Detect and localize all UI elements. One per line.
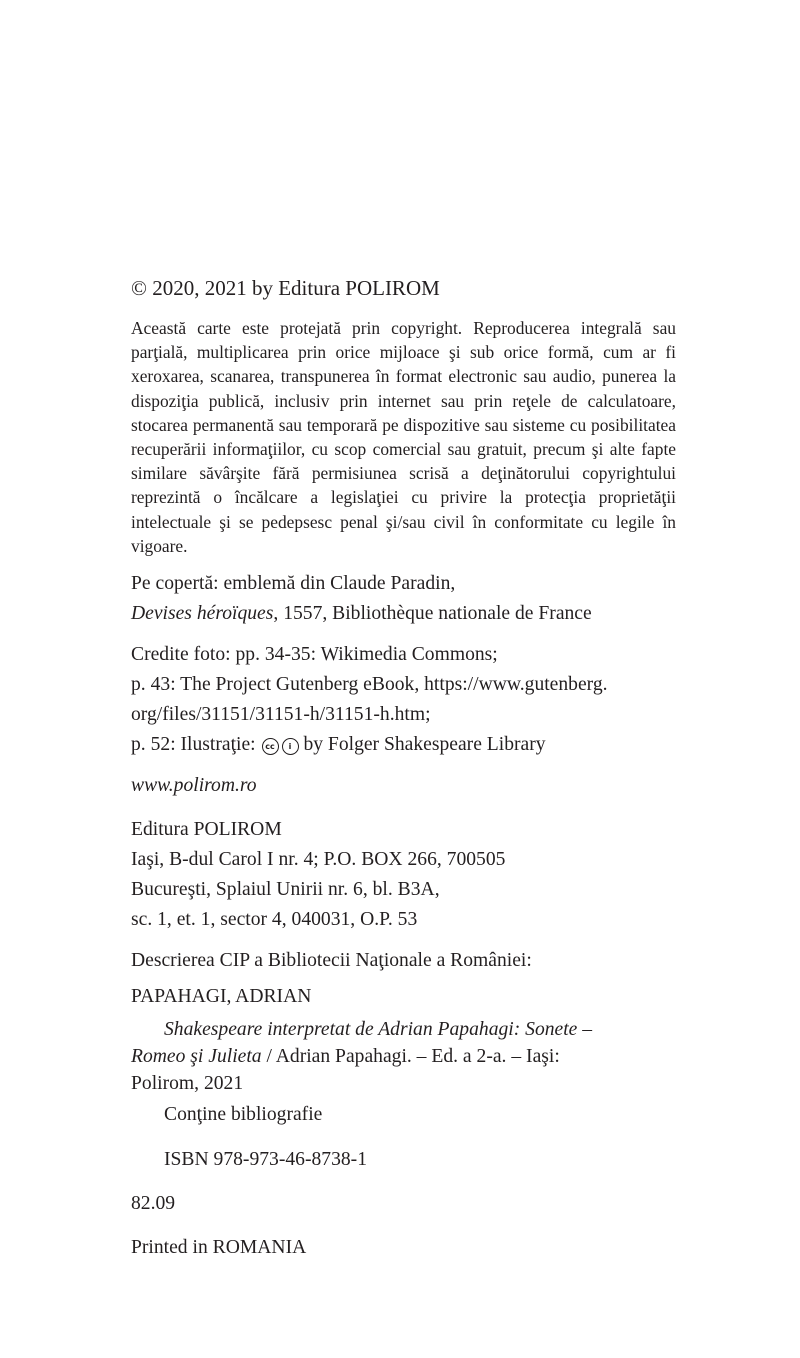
address-iasi: Iaşi, B-dul Carol I nr. 4; P.O. BOX 266, 700505 <box>131 849 506 871</box>
address-bucuresti-2: sc. 1, et. 1, sector 4, 040031, O.P. 53 <box>131 909 418 931</box>
cip-title-line-3: Polirom, 2021 <box>131 1073 244 1095</box>
illustration-prefix: p. 52: Ilustraţie: <box>131 734 256 756</box>
creative-commons-icon: cc <box>262 738 279 755</box>
cover-source-title: Devises héroïques <box>131 603 274 625</box>
cover-credit <box>131 569 676 629</box>
photo-credits-line-3: org/files/31151/31151-h/31151-h.htm; <box>131 704 431 726</box>
cip-note: Conţine bibliografie <box>164 1104 323 1126</box>
publisher-address <box>131 815 676 935</box>
cip-heading: Descrierea CIP a Bibliotecii Naţionale a României: <box>131 950 532 972</box>
classification-code: 82.09 <box>131 1193 176 1215</box>
cip-isbn: ISBN 978-973-46-8738-1 <box>164 1149 367 1171</box>
cip-title-italic-2: Romeo şi Julieta <box>131 1046 262 1068</box>
cover-source-details: , 1557, Bibliothèque nationale de France <box>273 603 592 625</box>
cip-author: PAPAHAGI, ADRIAN <box>131 986 312 1008</box>
cip-title-entry <box>131 1016 676 1097</box>
photo-credits <box>131 640 676 760</box>
cip-title-line-2 <box>131 1043 676 1070</box>
copyright-page <box>131 273 676 1277</box>
cover-credit-line-2 <box>131 599 676 629</box>
cip-title-line-1: Shakespeare interpretat de Adrian Papahagi: Sonete – <box>164 1019 593 1041</box>
printed-in: Printed in ROMANIA <box>131 1237 307 1259</box>
cover-credit-line-1: Pe copertă: emblemă din Claude Paradin, <box>131 573 456 595</box>
photo-credits-line-4 <box>131 730 676 760</box>
photo-credits-line-1: Credite foto: pp. 34-35: Wikimedia Commons; <box>131 644 498 666</box>
photo-credits-line-2: p. 43: The Project Gutenberg eBook, https://www.gutenberg. <box>131 674 608 696</box>
cc-by-icon: i <box>282 738 299 755</box>
website-link[interactable]: www.polirom.ro <box>131 775 257 797</box>
address-bucuresti-1: Bucureşti, Splaiul Unirii nr. 6, bl. B3A, <box>131 879 440 901</box>
cip-title-rest-2: / Adrian Papahagi. – Ed. a 2-a. – Iaşi: <box>261 1046 560 1068</box>
illustration-source: by Folger Shakespeare Library <box>303 734 546 756</box>
publisher-name: Editura POLIROM <box>131 819 282 841</box>
legal-notice: Această carte este protejată prin copyright. Reproducerea integrală sau parţială, multiplicarea prin orice mijloace şi sub orice formă, cum ar fi xeroxarea, scanarea, transpunerea în format electronic sau audio, punerea la dispoziţia publică, inclusiv prin internet sau prin reţele de calculatoare, stocarea permanentă sau temporară pe dispozitive sau sisteme cu posibilitatea recuperării informaţiilor, cu scop comercial sau gratuit, precum şi alte fapte similare săvârşite fără permisiunea scrisă a deţinătorului copyrightului reprezintă o încălcare a legislaţiei cu privire la protecţia proprietăţii intelectuale şi se pedepsesc penal şi/sau civil în conformitate cu legile în vigoare. <box>131 318 676 556</box>
copyright-notice: © 2020, 2021 by Editura POLIROM <box>131 276 440 300</box>
